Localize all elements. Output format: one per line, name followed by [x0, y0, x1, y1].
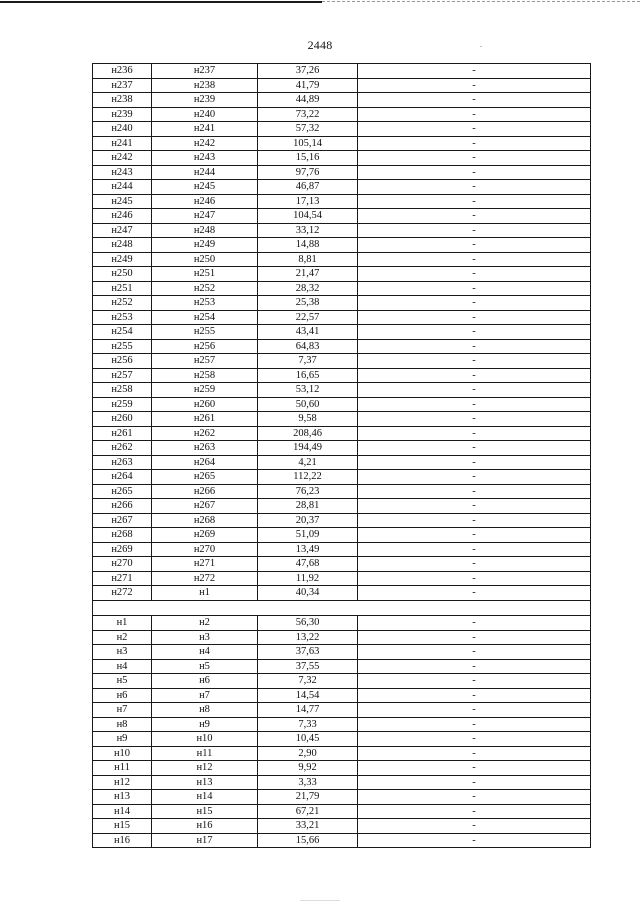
to-point-cell: н13	[152, 775, 258, 790]
length-cell: 33,12	[258, 223, 358, 238]
length-cell: 3,33	[258, 775, 358, 790]
to-point-cell: н254	[152, 310, 258, 325]
length-cell: 37,63	[258, 645, 358, 660]
to-point-cell: н237	[152, 64, 258, 79]
from-point-cell: н243	[93, 165, 152, 180]
table-row	[93, 441, 591, 456]
to-point-cell: н265	[152, 470, 258, 485]
to-point-cell: н4	[152, 645, 258, 660]
note-cell: -	[358, 499, 591, 514]
to-point-cell: н267	[152, 499, 258, 514]
note-cell: -	[358, 93, 591, 108]
note-cell: -	[358, 281, 591, 296]
table-row	[93, 703, 591, 718]
table-row	[93, 281, 591, 296]
length-cell: 20,37	[258, 513, 358, 528]
note-cell: -	[358, 833, 591, 848]
length-cell: 105,14	[258, 136, 358, 151]
to-point-cell: н15	[152, 804, 258, 819]
note-cell: -	[358, 136, 591, 151]
note-cell: -	[358, 484, 591, 499]
from-point-cell: н15	[93, 819, 152, 834]
length-cell: 112,22	[258, 470, 358, 485]
from-point-cell: н271	[93, 571, 152, 586]
table-row	[93, 513, 591, 528]
to-point-cell: н7	[152, 688, 258, 703]
to-point-cell: н243	[152, 151, 258, 166]
table-row	[93, 746, 591, 761]
length-cell: 44,89	[258, 93, 358, 108]
table-row	[93, 368, 591, 383]
table-row	[93, 339, 591, 354]
from-point-cell: н12	[93, 775, 152, 790]
note-cell: -	[358, 426, 591, 441]
table-row	[93, 238, 591, 253]
scan-speck	[480, 46, 482, 47]
to-point-cell: н246	[152, 194, 258, 209]
length-cell: 13,22	[258, 630, 358, 645]
length-cell: 7,37	[258, 354, 358, 369]
from-point-cell: н250	[93, 267, 152, 282]
note-cell: -	[358, 151, 591, 166]
length-cell: 56,30	[258, 616, 358, 631]
to-point-cell: н256	[152, 339, 258, 354]
note-cell: -	[358, 165, 591, 180]
length-cell: 41,79	[258, 78, 358, 93]
length-cell: 33,21	[258, 819, 358, 834]
from-point-cell: н238	[93, 93, 152, 108]
note-cell: -	[358, 804, 591, 819]
length-cell: 13,49	[258, 542, 358, 557]
length-cell: 37,26	[258, 64, 358, 79]
length-cell: 14,88	[258, 238, 358, 253]
from-point-cell: н10	[93, 746, 152, 761]
note-cell: -	[358, 674, 591, 689]
note-cell: -	[358, 557, 591, 572]
length-cell: 16,65	[258, 368, 358, 383]
length-cell: 76,23	[258, 484, 358, 499]
from-point-cell: н9	[93, 732, 152, 747]
table-row	[93, 688, 591, 703]
note-cell: -	[358, 746, 591, 761]
note-cell: -	[358, 586, 591, 601]
to-point-cell: н16	[152, 819, 258, 834]
from-point-cell: н265	[93, 484, 152, 499]
to-point-cell: н247	[152, 209, 258, 224]
table-row	[93, 659, 591, 674]
from-point-cell: н248	[93, 238, 152, 253]
note-cell: -	[358, 616, 591, 631]
to-point-cell: н262	[152, 426, 258, 441]
note-cell: -	[358, 790, 591, 805]
table-row	[93, 717, 591, 732]
note-cell: -	[358, 209, 591, 224]
to-point-cell: н249	[152, 238, 258, 253]
from-point-cell: н8	[93, 717, 152, 732]
length-cell: 7,33	[258, 717, 358, 732]
length-cell: 4,21	[258, 455, 358, 470]
table-row	[93, 151, 591, 166]
from-point-cell: н237	[93, 78, 152, 93]
table-row	[93, 209, 591, 224]
page-number: 2448	[307, 38, 333, 52]
note-cell: -	[358, 107, 591, 122]
table-row	[93, 78, 591, 93]
note-cell: -	[358, 732, 591, 747]
to-point-cell: н238	[152, 78, 258, 93]
note-cell: -	[358, 397, 591, 412]
note-cell: -	[358, 64, 591, 79]
to-point-cell: н1	[152, 586, 258, 601]
note-cell: -	[358, 528, 591, 543]
from-point-cell: н3	[93, 645, 152, 660]
length-cell: 46,87	[258, 180, 358, 195]
from-point-cell: н260	[93, 412, 152, 427]
length-cell: 22,57	[258, 310, 358, 325]
from-point-cell: н236	[93, 64, 152, 79]
to-point-cell: н255	[152, 325, 258, 340]
length-cell: 208,46	[258, 426, 358, 441]
length-cell: 21,79	[258, 790, 358, 805]
table-row	[93, 571, 591, 586]
table-row	[93, 267, 591, 282]
table-row	[93, 557, 591, 572]
from-point-cell: н242	[93, 151, 152, 166]
to-point-cell: н269	[152, 528, 258, 543]
note-cell: -	[358, 775, 591, 790]
from-point-cell: н256	[93, 354, 152, 369]
length-cell: 25,38	[258, 296, 358, 311]
to-point-cell: н5	[152, 659, 258, 674]
length-cell: 10,45	[258, 732, 358, 747]
length-cell: 37,55	[258, 659, 358, 674]
to-point-cell: н250	[152, 252, 258, 267]
table-row	[93, 499, 591, 514]
from-point-cell: н1	[93, 616, 152, 631]
group-separator-row	[93, 600, 591, 616]
table-row	[93, 296, 591, 311]
from-point-cell: н244	[93, 180, 152, 195]
note-cell: -	[358, 455, 591, 470]
length-cell: 21,47	[258, 267, 358, 282]
length-cell: 14,54	[258, 688, 358, 703]
length-cell: 51,09	[258, 528, 358, 543]
from-point-cell: н247	[93, 223, 152, 238]
from-point-cell: н259	[93, 397, 152, 412]
table-row	[93, 354, 591, 369]
from-point-cell: н267	[93, 513, 152, 528]
length-cell: 53,12	[258, 383, 358, 398]
note-cell: -	[358, 412, 591, 427]
from-point-cell: н253	[93, 310, 152, 325]
table-row	[93, 107, 591, 122]
from-point-cell: н13	[93, 790, 152, 805]
from-point-cell: н262	[93, 441, 152, 456]
note-cell: -	[358, 470, 591, 485]
from-point-cell: н11	[93, 761, 152, 776]
table-row	[93, 93, 591, 108]
note-cell: -	[358, 238, 591, 253]
table-row	[93, 528, 591, 543]
note-cell: -	[358, 630, 591, 645]
from-point-cell: н252	[93, 296, 152, 311]
note-cell: -	[358, 296, 591, 311]
to-point-cell: н10	[152, 732, 258, 747]
note-cell: -	[358, 645, 591, 660]
table-row	[93, 252, 591, 267]
table-row	[93, 426, 591, 441]
from-point-cell: н258	[93, 383, 152, 398]
table-row	[93, 223, 591, 238]
table-row	[93, 616, 591, 631]
from-point-cell: н251	[93, 281, 152, 296]
top-border-dashed-rule	[322, 1, 640, 2]
note-cell: -	[358, 354, 591, 369]
from-point-cell: н263	[93, 455, 152, 470]
length-cell: 67,21	[258, 804, 358, 819]
table-row	[93, 325, 591, 340]
note-cell: -	[358, 368, 591, 383]
length-cell: 104,54	[258, 209, 358, 224]
note-cell: -	[358, 122, 591, 137]
from-point-cell: н266	[93, 499, 152, 514]
note-cell: -	[358, 513, 591, 528]
table-row	[93, 674, 591, 689]
note-cell: -	[358, 717, 591, 732]
group-separator-cell	[93, 600, 591, 616]
from-point-cell: н264	[93, 470, 152, 485]
to-point-cell: н257	[152, 354, 258, 369]
to-point-cell: н268	[152, 513, 258, 528]
from-point-cell: н257	[93, 368, 152, 383]
to-point-cell: н263	[152, 441, 258, 456]
length-cell: 11,92	[258, 571, 358, 586]
length-cell: 194,49	[258, 441, 358, 456]
table-row	[93, 383, 591, 398]
note-cell: -	[358, 761, 591, 776]
to-point-cell: н242	[152, 136, 258, 151]
table-row	[93, 310, 591, 325]
length-cell: 2,90	[258, 746, 358, 761]
length-cell: 43,41	[258, 325, 358, 340]
from-point-cell: н255	[93, 339, 152, 354]
table-row	[93, 136, 591, 151]
length-cell: 15,66	[258, 833, 358, 848]
from-point-cell: н272	[93, 586, 152, 601]
table-row	[93, 542, 591, 557]
table-body	[93, 64, 591, 848]
to-point-cell: н252	[152, 281, 258, 296]
length-cell: 73,22	[258, 107, 358, 122]
to-point-cell: н11	[152, 746, 258, 761]
length-cell: 47,68	[258, 557, 358, 572]
from-point-cell: н6	[93, 688, 152, 703]
to-point-cell: н259	[152, 383, 258, 398]
to-point-cell: н258	[152, 368, 258, 383]
to-point-cell: н2	[152, 616, 258, 631]
length-cell: 28,32	[258, 281, 358, 296]
to-point-cell: н271	[152, 557, 258, 572]
to-point-cell: н266	[152, 484, 258, 499]
note-cell: -	[358, 339, 591, 354]
to-point-cell: н6	[152, 674, 258, 689]
to-point-cell: н8	[152, 703, 258, 718]
note-cell: -	[358, 325, 591, 340]
table-row	[93, 397, 591, 412]
from-point-cell: н16	[93, 833, 152, 848]
table-row	[93, 412, 591, 427]
to-point-cell: н245	[152, 180, 258, 195]
length-cell: 14,77	[258, 703, 358, 718]
to-point-cell: н244	[152, 165, 258, 180]
note-cell: -	[358, 223, 591, 238]
table-row	[93, 455, 591, 470]
from-point-cell: н4	[93, 659, 152, 674]
note-cell: -	[358, 78, 591, 93]
note-cell: -	[358, 703, 591, 718]
from-point-cell: н269	[93, 542, 152, 557]
table-row	[93, 790, 591, 805]
table-row	[93, 645, 591, 660]
to-point-cell: н12	[152, 761, 258, 776]
note-cell: -	[358, 688, 591, 703]
from-point-cell: н239	[93, 107, 152, 122]
to-point-cell: н253	[152, 296, 258, 311]
length-cell: 9,58	[258, 412, 358, 427]
to-point-cell: н17	[152, 833, 258, 848]
to-point-cell: н3	[152, 630, 258, 645]
table-row	[93, 194, 591, 209]
to-point-cell: н251	[152, 267, 258, 282]
length-cell: 8,81	[258, 252, 358, 267]
from-point-cell: н261	[93, 426, 152, 441]
to-point-cell: н14	[152, 790, 258, 805]
scan-speck	[300, 900, 340, 901]
note-cell: -	[358, 819, 591, 834]
note-cell: -	[358, 180, 591, 195]
to-point-cell: н9	[152, 717, 258, 732]
from-point-cell: н249	[93, 252, 152, 267]
from-point-cell: н270	[93, 557, 152, 572]
table-row	[93, 775, 591, 790]
to-point-cell: н240	[152, 107, 258, 122]
table-row	[93, 732, 591, 747]
from-point-cell: н246	[93, 209, 152, 224]
note-cell: -	[358, 659, 591, 674]
table-row	[93, 833, 591, 848]
table-row	[93, 819, 591, 834]
note-cell: -	[358, 383, 591, 398]
table-row	[93, 484, 591, 499]
note-cell: -	[358, 252, 591, 267]
table-row	[93, 122, 591, 137]
length-cell: 57,32	[258, 122, 358, 137]
length-cell: 15,16	[258, 151, 358, 166]
note-cell: -	[358, 267, 591, 282]
to-point-cell: н264	[152, 455, 258, 470]
to-point-cell: н272	[152, 571, 258, 586]
from-point-cell: н240	[93, 122, 152, 137]
note-cell: -	[358, 310, 591, 325]
from-point-cell: н7	[93, 703, 152, 718]
boundary-segments-table	[92, 63, 591, 848]
length-cell: 40,34	[258, 586, 358, 601]
note-cell: -	[358, 441, 591, 456]
table-row	[93, 630, 591, 645]
from-point-cell: н5	[93, 674, 152, 689]
table-row	[93, 64, 591, 79]
table-row	[93, 804, 591, 819]
from-point-cell: н254	[93, 325, 152, 340]
length-cell: 97,76	[258, 165, 358, 180]
to-point-cell: н241	[152, 122, 258, 137]
length-cell: 17,13	[258, 194, 358, 209]
length-cell: 50,60	[258, 397, 358, 412]
from-point-cell: н14	[93, 804, 152, 819]
to-point-cell: н260	[152, 397, 258, 412]
table-row	[93, 165, 591, 180]
to-point-cell: н239	[152, 93, 258, 108]
from-point-cell: н241	[93, 136, 152, 151]
length-cell: 28,81	[258, 499, 358, 514]
from-point-cell: н245	[93, 194, 152, 209]
from-point-cell: н268	[93, 528, 152, 543]
from-point-cell: н2	[93, 630, 152, 645]
note-cell: -	[358, 571, 591, 586]
to-point-cell: н261	[152, 412, 258, 427]
to-point-cell: н248	[152, 223, 258, 238]
table-row	[93, 761, 591, 776]
note-cell: -	[358, 194, 591, 209]
to-point-cell: н270	[152, 542, 258, 557]
note-cell: -	[358, 542, 591, 557]
table-row	[93, 586, 591, 601]
table-row	[93, 180, 591, 195]
length-cell: 9,92	[258, 761, 358, 776]
length-cell: 7,32	[258, 674, 358, 689]
table-row	[93, 470, 591, 485]
length-cell: 64,83	[258, 339, 358, 354]
